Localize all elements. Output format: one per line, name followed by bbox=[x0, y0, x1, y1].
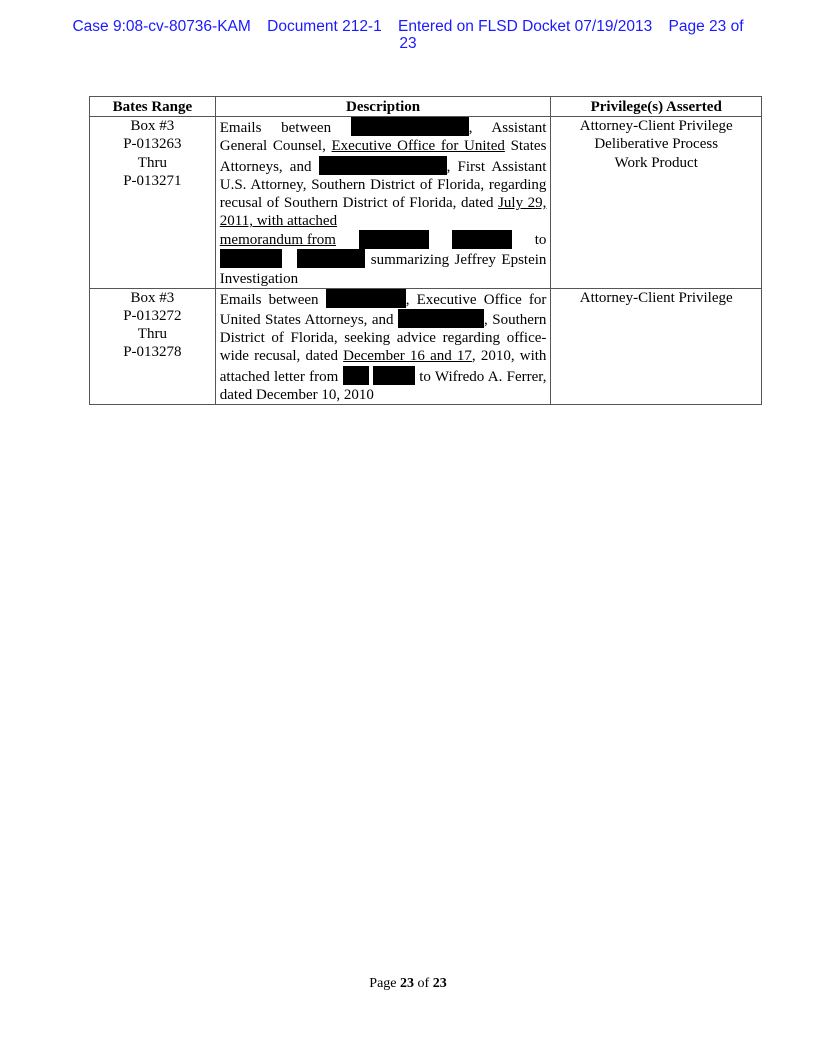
description-text: memorandum from bbox=[219, 232, 336, 249]
description-text: Assistant U.S. Attorney, Southern District of Florida, regarding recusal of Southern District of Florida, dated bbox=[219, 158, 547, 212]
redaction-box bbox=[326, 289, 406, 308]
privilege-log-table bbox=[89, 96, 762, 405]
redaction-box bbox=[220, 249, 282, 268]
description-text: July 29, 2011, with attached bbox=[219, 195, 547, 230]
docket-header bbox=[40, 18, 776, 52]
footer-of: of bbox=[417, 976, 430, 991]
bates-range-cell bbox=[90, 117, 216, 289]
column-header-bates: Bates Range bbox=[90, 97, 216, 117]
privilege-item: Work Product bbox=[614, 154, 698, 171]
docket-entry: Entered on FLSD Docket 07/19/2013 bbox=[398, 18, 653, 35]
footer-prefix: Page bbox=[369, 976, 397, 991]
bates-thru: Thru bbox=[137, 326, 167, 343]
privilege-item: Attorney-Client Privilege bbox=[579, 289, 733, 306]
bates-range-cell bbox=[90, 288, 216, 404]
description-text: Emails between bbox=[219, 291, 319, 308]
description-text: , Southern District of Florida, seeking advice regarding office-wide recusal, dated bbox=[219, 312, 547, 365]
bates-end: P-013278 bbox=[123, 344, 182, 361]
column-header-description: Description bbox=[215, 97, 551, 117]
description-text: December 16 and 17 bbox=[343, 348, 472, 365]
bates-box: Box #3 bbox=[130, 118, 175, 135]
case-number: Case 9:08-cv-80736-KAM bbox=[72, 18, 251, 35]
header-page-total: 23 bbox=[399, 35, 417, 52]
description-cell bbox=[215, 117, 551, 289]
redaction-box bbox=[351, 117, 469, 136]
footer-current-page: 23 bbox=[400, 976, 415, 991]
description-text: , First bbox=[446, 158, 486, 175]
description-text: , Assistant General Counsel, bbox=[219, 120, 547, 155]
description-cell bbox=[215, 288, 551, 404]
description-text: Executive Office for United bbox=[331, 138, 505, 155]
bates-start: P-013263 bbox=[123, 136, 182, 153]
description-text: , Executive Office for United States Attorneys, and bbox=[219, 291, 547, 329]
redaction-box bbox=[343, 366, 369, 385]
description-text: States Attorneys, and bbox=[219, 138, 547, 175]
page-footer bbox=[0, 976, 816, 992]
redaction-box bbox=[359, 230, 429, 249]
privilege-item: Deliberative Process bbox=[594, 136, 719, 153]
privilege-item: Attorney-Client Privilege bbox=[579, 118, 733, 135]
bates-box: Box #3 bbox=[130, 289, 175, 306]
redaction-box bbox=[297, 249, 365, 268]
redaction-box bbox=[319, 156, 447, 175]
table-row bbox=[90, 288, 762, 404]
footer-total-pages: 23 bbox=[432, 976, 447, 991]
document-number: Document 212-1 bbox=[267, 18, 382, 35]
redaction-box bbox=[373, 366, 415, 385]
privileges-cell bbox=[551, 117, 762, 289]
table-header-row bbox=[90, 97, 762, 117]
redaction-box bbox=[398, 309, 484, 328]
header-page: Page 23 of bbox=[668, 18, 744, 35]
description-text: summarizing Jeffrey Epstein Investigation bbox=[219, 252, 547, 287]
redaction-box bbox=[452, 230, 512, 249]
bates-thru: Thru bbox=[137, 154, 167, 171]
description-text: Emails between bbox=[219, 120, 332, 137]
privileges-cell bbox=[551, 288, 762, 404]
column-header-privileges: Privilege(s) Asserted bbox=[551, 97, 762, 117]
description-text: , 2010, with attached letter from bbox=[219, 348, 547, 385]
description-text: to Wifredo A. Ferrer, dated December 10, 2010 bbox=[219, 368, 547, 403]
description-redaction-line bbox=[220, 230, 547, 249]
description-text: to bbox=[534, 232, 547, 249]
bates-end: P-013271 bbox=[123, 172, 182, 189]
table-row bbox=[90, 117, 762, 289]
bates-start: P-013272 bbox=[123, 308, 182, 325]
